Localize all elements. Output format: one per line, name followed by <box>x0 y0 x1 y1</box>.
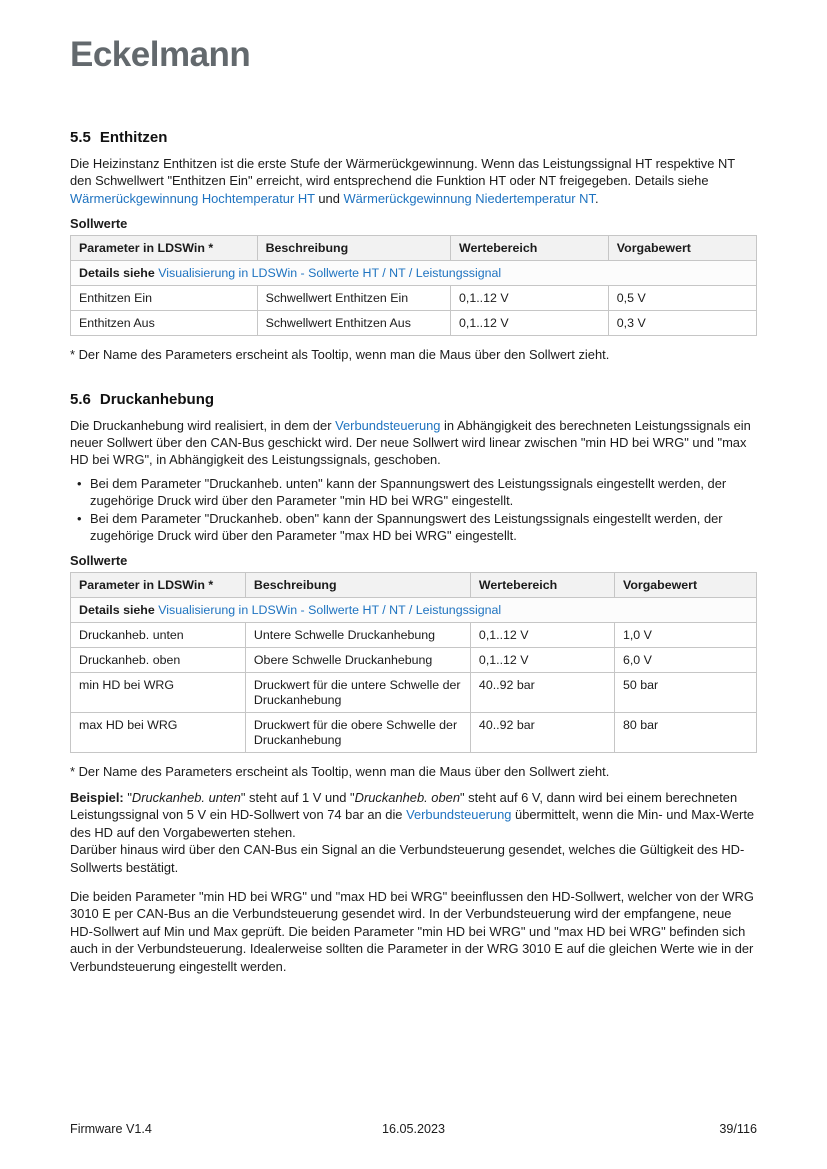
cell-vorgabewert: 1,0 V <box>614 623 756 648</box>
parameter-bullet-list <box>70 475 757 545</box>
italic-druckanheb-oben: Druckanheb. oben <box>354 789 460 805</box>
table-row <box>71 623 757 648</box>
link-visualisierung-in-ldswin[interactable]: Visualisierung in LDSWin - Sollwerte HT / NT / Leistungssignal <box>158 266 502 281</box>
link-verbundsteuerung[interactable]: Verbundsteuerung <box>335 417 441 433</box>
col-header-parameter: Parameter in LDSWin * <box>71 573 246 598</box>
text-run: Die Druckanhebung wird realisiert, in dem der <box>70 417 336 433</box>
cell-parameter: max HD bei WRG <box>71 713 246 753</box>
text-run: . <box>594 190 599 206</box>
cell-parameter: Enthitzen Aus <box>71 311 258 336</box>
table-row <box>71 286 757 311</box>
details-cell <box>71 261 757 286</box>
sollwerte-table-druckanhebung <box>70 572 757 753</box>
footer-page-number: 39/116 <box>719 1122 757 1136</box>
cell-beschreibung: Druckwert für die untere Schwelle der Druckanhebung <box>245 673 470 713</box>
beispiel-label: Beispiel: <box>70 789 124 805</box>
text-run: Die Heizinstanz Enthitzen ist die erste Stufe der Wärmerückgewinnung. Wenn das Leistungssignal HT respektive NT den Schwellwert "Enthitzen Ein" erreicht, wird entsprechend die Funktion HT oder NT freigegeben. Details siehe <box>70 156 735 189</box>
cell-vorgabewert: 0,3 V <box>608 311 756 336</box>
table-header-row <box>71 573 757 598</box>
section-5-6-title: Druckanhebung <box>99 390 215 408</box>
col-header-wertebereich: Wertebereich <box>451 236 609 261</box>
link-waermerueckgewinnung-hochtemperatur-ht[interactable]: Wärmerückgewinnung Hochtemperatur HT <box>70 190 315 206</box>
text-run: " <box>123 789 132 805</box>
col-header-parameter: Parameter in LDSWin * <box>71 236 258 261</box>
section-5-6-intro-paragraph <box>70 417 757 469</box>
section-5-5-intro-paragraph <box>70 155 757 207</box>
cell-wertebereich: 0,1..12 V <box>451 311 609 336</box>
bullet-item-druckanheb-unten <box>70 475 757 510</box>
cell-parameter: min HD bei WRG <box>71 673 246 713</box>
cell-wertebereich: 0,1..12 V <box>470 623 614 648</box>
footer-firmware-version: Firmware V1.4 <box>70 1122 152 1136</box>
link-visualisierung-in-ldswin[interactable]: Visualisierung in LDSWin - Sollwerte HT / NT / Leistungssignal <box>158 603 502 618</box>
footer-date: 16.05.2023 <box>381 1122 446 1136</box>
col-header-vorgabewert: Vorgabewert <box>608 236 756 261</box>
link-waermerueckgewinnung-niedertemperatur-nt[interactable]: Wärmerückgewinnung Niedertemperatur NT <box>343 190 595 206</box>
italic-druckanheb-unten: Druckanheb. unten <box>131 789 241 805</box>
bullet-item-druckanheb-oben <box>70 510 757 545</box>
sollwerte-table-enthitzen <box>70 235 757 336</box>
text-run: übermittelt, wenn die Min- und Max-Werte des HD auf den Vorgabewerten stehen. <box>70 807 755 840</box>
cell-parameter: Druckanheb. unten <box>71 623 246 648</box>
cell-beschreibung: Schwellwert Enthitzen Aus <box>257 311 450 336</box>
table-row <box>71 648 757 673</box>
cell-vorgabewert: 0,5 V <box>608 286 756 311</box>
col-header-beschreibung: Beschreibung <box>257 236 450 261</box>
cell-beschreibung: Untere Schwelle Druckanhebung <box>245 623 470 648</box>
sollwerte-label-1: Sollwerte <box>70 216 128 232</box>
section-5-5-title: Enthitzen <box>99 129 168 146</box>
section-5-5-heading <box>70 128 757 147</box>
col-header-vorgabewert: Vorgabewert <box>614 573 756 598</box>
details-prefix: Details siehe <box>79 603 159 618</box>
sollwerte-label-2: Sollwerte <box>70 553 128 569</box>
footnote-2: * Der Name des Parameters erscheint als Tooltip, wenn man die Maus über den Sollwert zieht. <box>70 764 610 780</box>
table-row <box>71 713 757 753</box>
text-run: " steht auf 1 V und " <box>240 789 355 805</box>
page-footer <box>70 1122 757 1136</box>
cell-vorgabewert: 50 bar <box>614 673 756 713</box>
bullet-text: Bei dem Parameter "Druckanheb. unten" kann der Spannungswert des Leistungssignals eingestellt werden, der zugehörige Druck wird über den Parameter "min HD bei WRG" eingestellt. <box>90 475 727 509</box>
section-5-6-number: 5.6 <box>70 390 91 408</box>
cell-wertebereich: 40..92 bar <box>470 713 614 753</box>
details-prefix: Details siehe <box>79 266 159 281</box>
cell-parameter: Druckanheb. oben <box>71 648 246 673</box>
text-run: und <box>314 190 344 206</box>
table-details-row <box>71 598 757 623</box>
link-verbundsteuerung[interactable]: Verbundsteuerung <box>406 807 512 823</box>
cell-wertebereich: 0,1..12 V <box>451 286 609 311</box>
cell-vorgabewert: 80 bar <box>614 713 756 753</box>
cell-parameter: Enthitzen Ein <box>71 286 258 311</box>
cell-wertebereich: 0,1..12 V <box>470 648 614 673</box>
text-run: Darüber hinaus wird über den CAN-Bus ein Signal an die Verbundsteuerung gesendet, welches die Gültigkeit des HD-Sollwerts bestätigt. <box>70 842 745 875</box>
col-header-wertebereich: Wertebereich <box>470 573 614 598</box>
cell-vorgabewert: 6,0 V <box>614 648 756 673</box>
cell-wertebereich: 40..92 bar <box>470 673 614 713</box>
col-header-beschreibung: Beschreibung <box>245 573 470 598</box>
cell-beschreibung: Schwellwert Enthitzen Ein <box>257 286 450 311</box>
table-details-row <box>71 261 757 286</box>
section-5-6-heading <box>70 390 757 409</box>
table-header-row <box>71 236 757 261</box>
cell-beschreibung: Druckwert für die obere Schwelle der Druckanhebung <box>245 713 470 753</box>
cell-beschreibung: Obere Schwelle Druckanhebung <box>245 648 470 673</box>
beispiel-paragraph <box>70 789 757 876</box>
text-run: in Abhängigkeit des berechneten Leistungssignals ein neuer Sollwert über den CAN-Bus geschickt wird. Der neue Sollwert wird linear zwischen "min HD bei WRG" und "max HD bei WRG", in Abhängigkeit des Leistungssignals, geschoben. <box>70 417 751 468</box>
footnote-1: * Der Name des Parameters erscheint als Tooltip, wenn man die Maus über den Sollwert zieht. <box>70 347 610 363</box>
details-cell <box>71 598 757 623</box>
table-row <box>71 673 757 713</box>
section-5-6-outro-paragraph: Die beiden Parameter "min HD bei WRG" und "max HD bei WRG" beeinflussen den HD-Sollwert, welcher von der WRG 3010 E per CAN-Bus an die Verbundsteuerung gesendet wird. In der Verbundsteuerung wird der empfangene, neue HD-Sollwert auf Min und Max geprüft. Die beiden Parameter "min HD bei WRG" und "max HD bei WRG" befinden sich auch in der Verbundsteuerung. Idealerweise sollten die Parameter in der WRG 3010 E auf die gleichen Werte wie in der Verbundsteuerung eingestellt werden. <box>70 888 754 974</box>
section-5-5-number: 5.5 <box>70 129 91 146</box>
eckelmann-logo: Eckelmann <box>70 35 251 74</box>
bullet-text: Bei dem Parameter "Druckanheb. oben" kann der Spannungswert des Leistungssignals eingestellt werden, der zugehörige Druck wird über den Parameter "max HD bei WRG" eingestellt. <box>90 510 723 544</box>
table-row <box>71 311 757 336</box>
text-run: " steht auf 6 V, dann wird bei einem berechneten Leistungssignal von 5 V ein HD-Sollwert von 74 bar an die <box>70 789 738 823</box>
